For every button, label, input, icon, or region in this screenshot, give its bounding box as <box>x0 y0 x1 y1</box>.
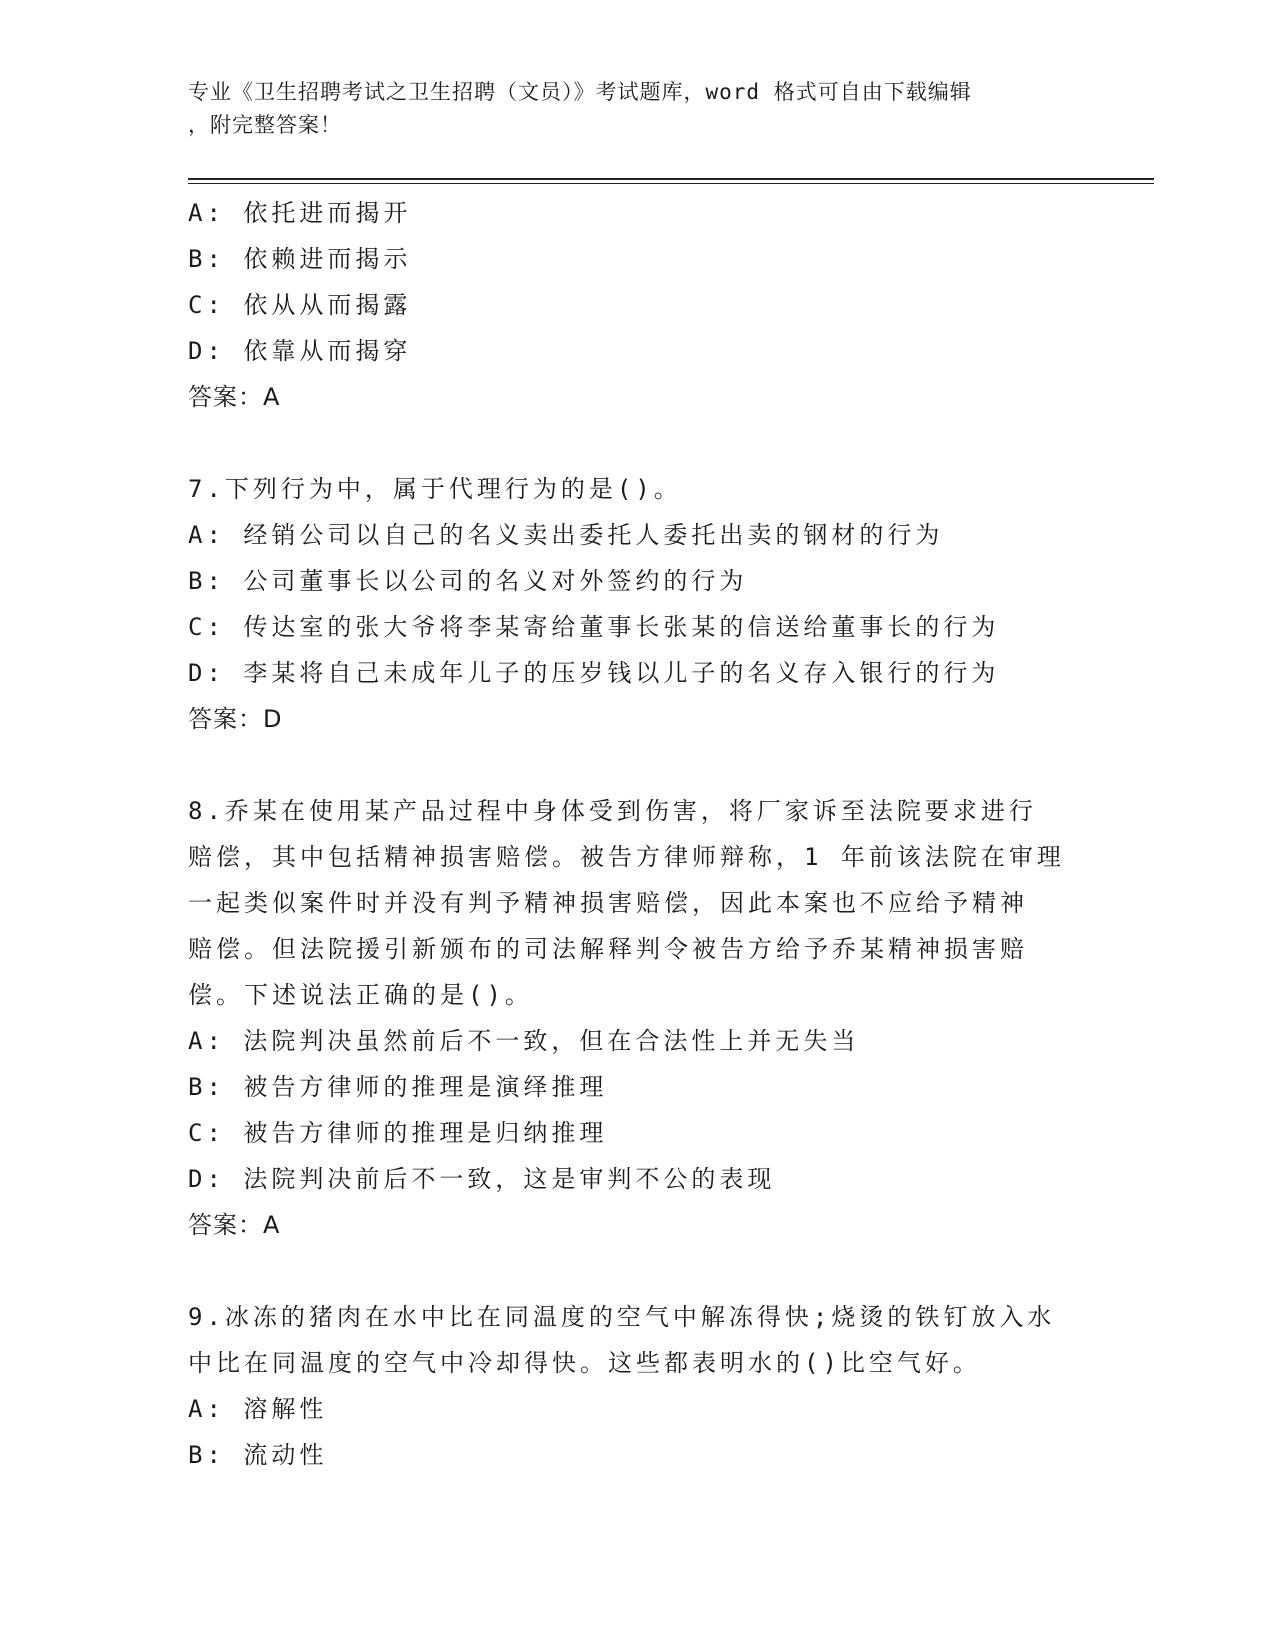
option-d: D: 法院判决前后不一致，这是审判不公的表现 <box>188 1165 776 1193</box>
option-c: C: 被告方律师的推理是归纳推理 <box>188 1119 608 1147</box>
option-b: B: 被告方律师的推理是演绎推理 <box>188 1073 608 1101</box>
header-line-1: 专业《卫生招聘考试之卫生招聘（文员）》考试题库，word 格式可自由下载编辑 <box>188 80 972 104</box>
answer: 答案：A <box>188 1211 281 1239</box>
question-text-line-2: 中比在同温度的空气中冷却得快。这些都表明水的()比空气好。 <box>188 1349 981 1377</box>
spacer <box>188 742 1088 788</box>
question-9 <box>188 1294 1088 1478</box>
question-text-line-3: 一起类似案件时并没有判予精神损害赔偿，因此本案也不应给予精神 <box>188 889 1028 917</box>
header-rule-thick <box>188 178 1154 180</box>
question-6 <box>188 190 1088 420</box>
option-c: C: 传达室的张大爷将李某寄给董事长张某的信送给董事长的行为 <box>188 613 1000 641</box>
option-b: B: 公司董事长以公司的名义对外签约的行为 <box>188 567 748 595</box>
document-header <box>188 76 1088 142</box>
header-line-2: ，附完整答案！ <box>188 113 342 137</box>
document-body <box>188 190 1088 1478</box>
question-text-line-5: 偿。下述说法正确的是()。 <box>188 981 533 1009</box>
spacer <box>188 1248 1088 1294</box>
option-d: D: 李某将自己未成年儿子的压岁钱以儿子的名义存入银行的行为 <box>188 659 1000 687</box>
question-text-line-4: 赔偿。但法院援引新颁布的司法解释判令被告方给予乔某精神损害赔 <box>188 935 1028 963</box>
question-text-line-2: 赔偿，其中包括精神损害赔偿。被告方律师辩称，1 年前该法院在审理 <box>188 843 1065 871</box>
spacer <box>188 420 1088 466</box>
option-b: B: 依赖进而揭示 <box>188 245 412 273</box>
header-rule-thin <box>188 183 1154 184</box>
option-a: A: 法院判决虽然前后不一致，但在合法性上并无失当 <box>188 1027 860 1055</box>
option-d: D: 依靠从而揭穿 <box>188 337 412 365</box>
question-text-line-1: 9.冰冻的猪肉在水中比在同温度的空气中解冻得快;烧烫的铁钉放入水 <box>188 1303 1056 1331</box>
option-a: A: 依托进而揭开 <box>188 199 412 227</box>
question-text-line-1: 8.乔某在使用某产品过程中身体受到伤害，将厂家诉至法院要求进行 <box>188 797 1037 825</box>
option-a: A: 经销公司以自己的名义卖出委托人委托出卖的钢材的行为 <box>188 521 944 549</box>
answer: 答案：D <box>188 705 283 733</box>
question-text: 7.下列行为中，属于代理行为的是()。 <box>188 475 682 503</box>
option-a: A: 溶解性 <box>188 1395 328 1423</box>
question-7 <box>188 466 1088 742</box>
option-c: C: 依从从而揭露 <box>188 291 412 319</box>
option-b: B: 流动性 <box>188 1441 328 1469</box>
answer: 答案：A <box>188 383 281 411</box>
question-8 <box>188 788 1088 1248</box>
